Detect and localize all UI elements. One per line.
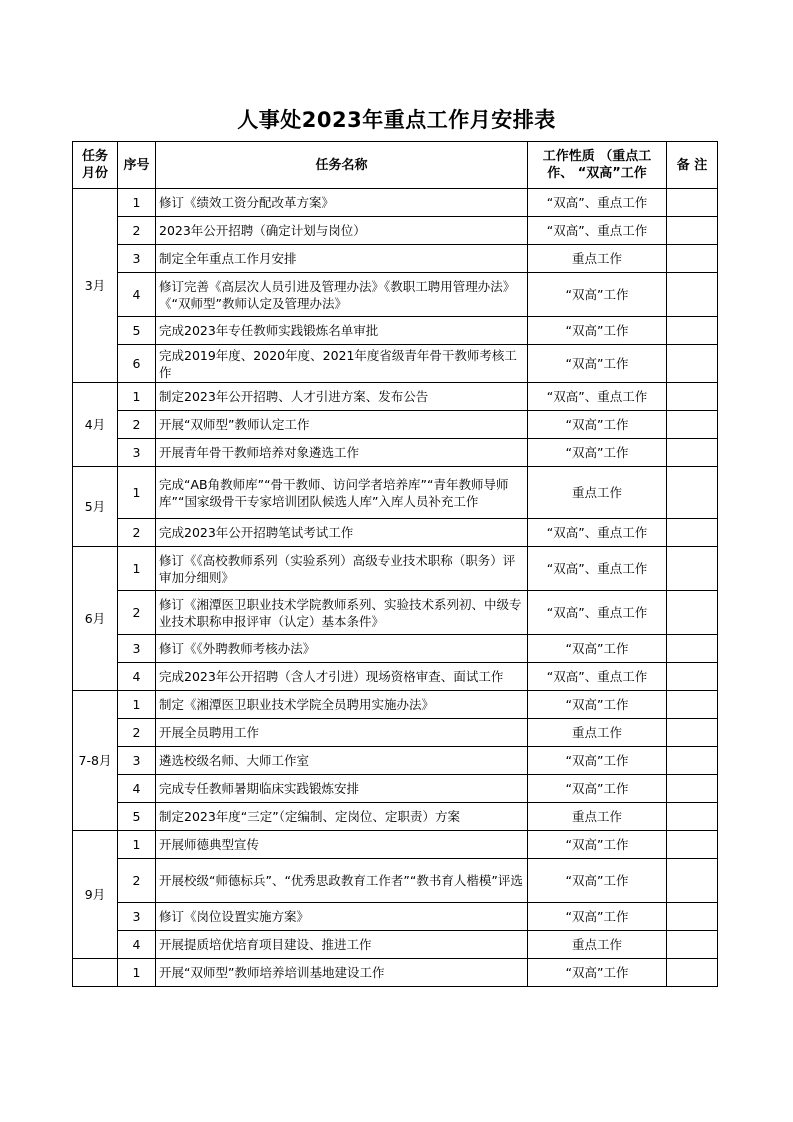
row-number-cell: 1 [118,959,156,987]
work-nature-cell: “双高”、重点工作 [528,217,667,245]
work-nature-cell: 重点工作 [528,719,667,747]
row-number-cell: 2 [118,859,156,903]
row-number-cell: 3 [118,903,156,931]
task-name-cell: 开展师德典型宣传 [156,831,528,859]
work-nature-cell: “双高”、重点工作 [528,383,667,411]
table-row [73,439,718,467]
work-nature-cell: “双高”工作 [528,411,667,439]
table-row [73,345,718,383]
row-number-cell: 6 [118,345,156,383]
note-cell [667,903,718,931]
month-cell: 5月 [73,467,118,547]
table-row [73,547,718,591]
table-row [73,719,718,747]
task-name-cell: 完成“AB角教师库”“骨干教师、访问学者培养库”“青年教师导师库”“国家级骨干专家培训团队候选人库”入库人员补充工作 [156,467,528,519]
note-cell [667,635,718,663]
table-row [73,467,718,519]
task-name-cell: 修订完善《高层次人员引进及管理办法》《教职工聘用管理办法》《“双师型”教师认定及管理办法》 [156,273,528,317]
task-name-cell: 修订《岗位设置实施方案》 [156,903,528,931]
note-cell [667,383,718,411]
task-name-cell: 开展青年骨干教师培养对象遴选工作 [156,439,528,467]
task-name-cell: 开展校级“师德标兵”、“优秀思政教育工作者”“教书育人楷模”评选 [156,859,528,903]
table-row [73,747,718,775]
table-row [73,317,718,345]
table-row [73,411,718,439]
note-cell [667,591,718,635]
row-number-cell: 1 [118,831,156,859]
header-month: 任务月份 [73,142,118,189]
work-nature-cell: “双高”、重点工作 [528,663,667,691]
row-number-cell: 4 [118,663,156,691]
note-cell [667,467,718,519]
note-cell [667,547,718,591]
row-number-cell: 1 [118,547,156,591]
note-cell [667,747,718,775]
table-row [73,273,718,317]
note-cell [667,803,718,831]
header-note: 备 注 [667,142,718,189]
task-name-cell: 制定2023年度“三定”（定编制、定岗位、定职责）方案 [156,803,528,831]
work-nature-cell: 重点工作 [528,803,667,831]
task-name-cell: 开展提质培优培育项目建设、推进工作 [156,931,528,959]
task-name-cell: 2023年公开招聘（确定计划与岗位） [156,217,528,245]
note-cell [667,245,718,273]
table-header-row [73,142,718,189]
note-cell [667,663,718,691]
table-row [73,217,718,245]
row-number-cell: 1 [118,189,156,217]
task-name-cell: 制定全年重点工作月安排 [156,245,528,273]
note-cell [667,317,718,345]
month-cell: 6月 [73,547,118,691]
note-cell [667,859,718,903]
table-row [73,591,718,635]
table-row [73,691,718,719]
task-name-cell: 完成专任教师暑期临床实践锻炼安排 [156,775,528,803]
row-number-cell: 3 [118,245,156,273]
task-name-cell: 修订《《高校教师系列（实验系列）高级专业技术职称（职务）评审加分细则》 [156,547,528,591]
work-nature-cell: “双高”工作 [528,439,667,467]
row-number-cell: 2 [118,719,156,747]
note-cell [667,959,718,987]
table-row [73,831,718,859]
row-number-cell: 2 [118,411,156,439]
work-nature-cell: “双高”、重点工作 [528,519,667,547]
table-row [73,803,718,831]
work-nature-cell: “双高”工作 [528,903,667,931]
note-cell [667,775,718,803]
note-cell [667,217,718,245]
task-name-cell: 遴选校级名师、大师工作室 [156,747,528,775]
work-nature-cell: 重点工作 [528,931,667,959]
task-name-cell: 制定2023年公开招聘、人才引进方案、发布公告 [156,383,528,411]
work-nature-cell: “双高”工作 [528,317,667,345]
task-name-cell: 完成2023年专任教师实践锻炼名单审批 [156,317,528,345]
work-nature-cell: “双高”工作 [528,775,667,803]
month-cell: 7-8月 [73,691,118,831]
table-row [73,903,718,931]
work-nature-cell: “双高”、重点工作 [528,189,667,217]
month-cell [73,959,118,987]
task-name-cell: 开展“双师型”教师认定工作 [156,411,528,439]
task-name-cell: 开展全员聘用工作 [156,719,528,747]
note-cell [667,345,718,383]
task-name-cell: 完成2019年度、2020年度、2021年度省级青年骨干教师考核工作 [156,345,528,383]
work-nature-cell: “双高”工作 [528,635,667,663]
month-cell: 9月 [73,831,118,959]
note-cell [667,719,718,747]
page-title: 人事处2023年重点工作月安排表 [237,108,556,132]
table-row [73,383,718,411]
table-row [73,959,718,987]
note-cell [667,439,718,467]
task-name-cell: 修订《绩效工资分配改革方案》 [156,189,528,217]
work-nature-cell: 重点工作 [528,245,667,273]
task-name-cell: 开展“双师型”教师培养培训基地建设工作 [156,959,528,987]
header-nature: 工作性质 （重点工作、 “双高”工作 [528,142,667,189]
table-row [73,859,718,903]
table-row [73,635,718,663]
row-number-cell: 3 [118,439,156,467]
task-name-cell: 完成2023年公开招聘（含人才引进）现场资格审查、面试工作 [156,663,528,691]
task-name-cell: 修订《《外聘教师考核办法》 [156,635,528,663]
note-cell [667,189,718,217]
work-nature-cell: “双高”工作 [528,959,667,987]
row-number-cell: 3 [118,635,156,663]
task-name-cell: 修订《湘潭医卫职业技术学院教师系列、实验技术系列初、中级专业技术职称申报评审（认定）基本条件》 [156,591,528,635]
note-cell [667,831,718,859]
row-number-cell: 5 [118,803,156,831]
row-number-cell: 1 [118,691,156,719]
table-row [73,519,718,547]
month-cell: 4月 [73,383,118,467]
table-row [73,775,718,803]
work-nature-cell: “双高”工作 [528,273,667,317]
table-row [73,931,718,959]
note-cell [667,691,718,719]
work-nature-cell: “双高”工作 [528,747,667,775]
table-row [73,663,718,691]
header-num: 序号 [118,142,156,189]
note-cell [667,931,718,959]
row-number-cell: 2 [118,217,156,245]
work-nature-cell: “双高”工作 [528,831,667,859]
row-number-cell: 1 [118,383,156,411]
note-cell [667,273,718,317]
month-cell: 3月 [73,189,118,383]
row-number-cell: 1 [118,467,156,519]
note-cell [667,411,718,439]
task-name-cell: 完成2023年公开招聘笔试考试工作 [156,519,528,547]
row-number-cell: 4 [118,273,156,317]
work-schedule-table [72,141,718,987]
work-nature-cell: “双高”工作 [528,691,667,719]
row-number-cell: 4 [118,931,156,959]
row-number-cell: 3 [118,747,156,775]
table-row [73,245,718,273]
row-number-cell: 4 [118,775,156,803]
note-cell [667,519,718,547]
work-nature-cell: “双高”、重点工作 [528,591,667,635]
work-nature-cell: “双高”工作 [528,345,667,383]
table-row [73,189,718,217]
work-nature-cell: “双高”、重点工作 [528,547,667,591]
work-nature-cell: “双高”工作 [528,859,667,903]
header-name: 任务名称 [156,142,528,189]
row-number-cell: 2 [118,591,156,635]
task-name-cell: 制定《湘潭医卫职业技术学院全员聘用实施办法》 [156,691,528,719]
work-nature-cell: 重点工作 [528,467,667,519]
row-number-cell: 5 [118,317,156,345]
row-number-cell: 2 [118,519,156,547]
